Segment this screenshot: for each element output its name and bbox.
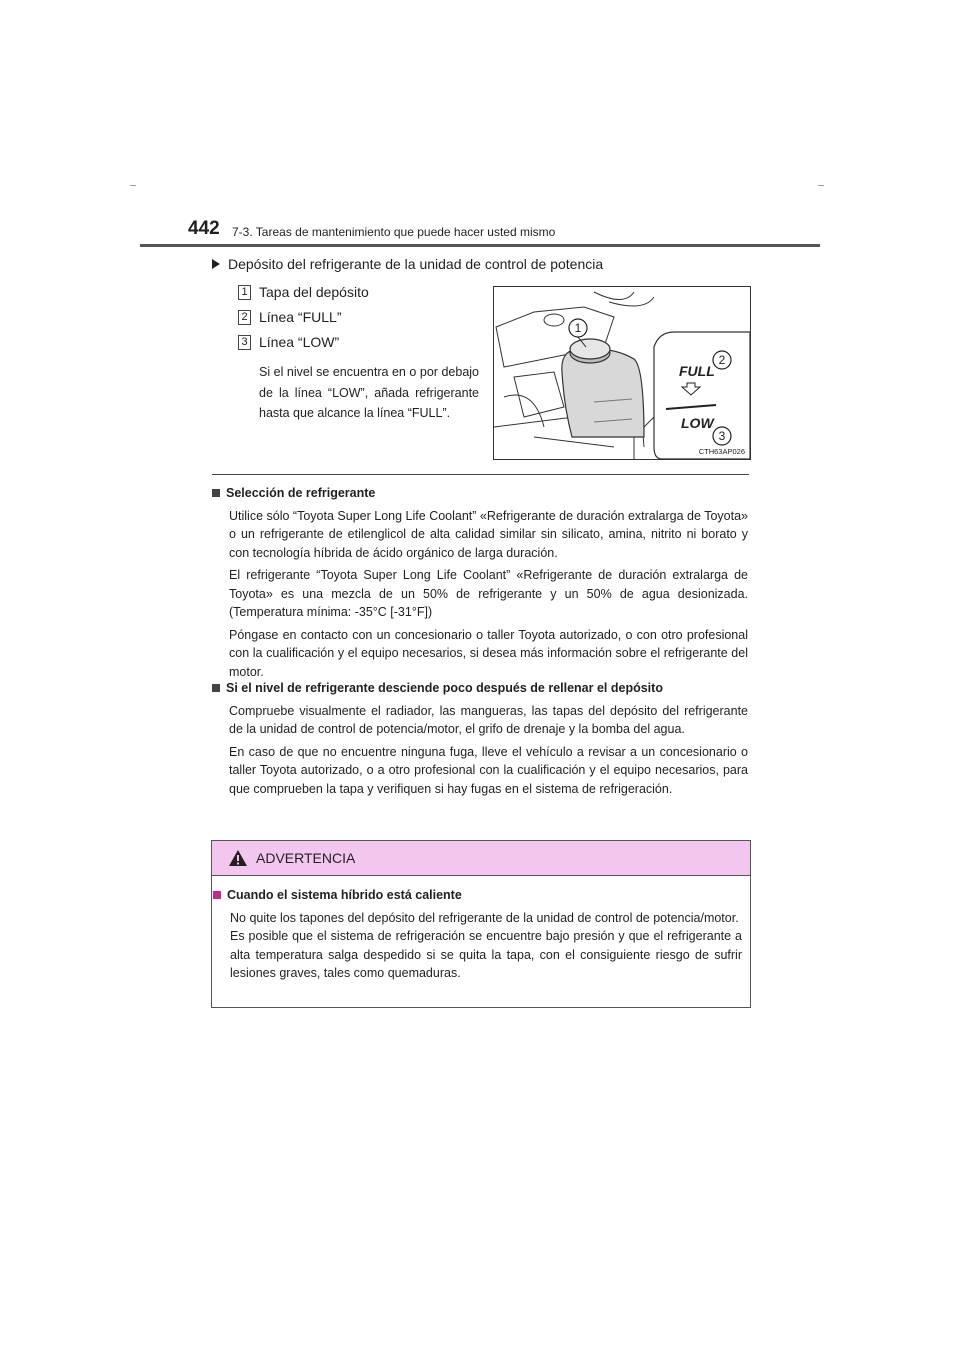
warning-title-text: Cuando el sistema híbrido está caliente [227,888,462,902]
warning-body [212,876,750,983]
coolant-drop-section [212,679,748,798]
engine-bay-drawing [494,287,750,459]
paragraph: Utilice sólo “Toyota Super Long Life Coolant” «Refrigerante de duración extralarga de Toyota» o un refrigerante de etilenglicol de alta calidad similar sin silicato, amina, nitrito ni borato y con tecnología híbrida de ácido orgánico de larga duración. [229,508,748,560]
paragraph: Póngase en contacto con un concesionario o taller Toyota autorizado, o con otro profesional con la cualificación y el equipo necesarios, si desea más información sobre el refrigerante del motor. [229,627,748,679]
chapter-title: 7-3. Tareas de mantenimiento que puede hacer usted mismo [232,225,556,239]
square-bullet-icon [212,684,220,692]
subsection-title: Si el nivel de refrigerante desciende poco después de rellenar el depósito [226,681,663,695]
section-title-text: Depósito del refrigerante de la unidad de control de potencia [228,256,604,272]
warning-title [212,886,742,905]
square-bullet-icon [213,891,221,899]
figure-full-label: FULL [679,363,715,379]
page-number: 442 [188,218,220,239]
warning-heading: ADVERTENCIA [256,850,356,866]
warning-line: Es posible que el sistema de refrigeración se encuentre bajo presión y que el refrigerante a alta temperatura salga despedido si se quita la tapa, con el consiguiente riesgo de sufrir lesiones graves, tales como quemaduras. [230,929,742,980]
triangle-bullet-icon [212,259,220,269]
crop-mark-right [818,185,824,186]
square-bullet-icon [212,489,220,497]
list-item-cap [238,284,369,300]
paragraph: Compruebe visualmente el radiador, las mangueras, las tapas del depósito del refrigerante de la unidad de control de potencia/motor, el grifo de drenaje y la bomba del agua. [229,703,748,736]
warning-box [211,840,751,1008]
callout-3: 3 [718,429,726,443]
subsection-title: Selección de refrigerante [226,486,376,500]
subsection-heading [212,484,748,503]
section-title [212,256,603,272]
warning-header [212,841,750,876]
paragraph: En caso de que no encuentre ninguna fuga, lleve el vehículo a revisar a un concesionario o taller Toyota autorizado, o a otro profesional con la cualificación y el equipo necesarios, para que comprueben la tapa y verifiquen si hay fugas en el sistema de refrigeración. [229,744,748,796]
coolant-selection-section [212,484,748,681]
callout-2: 2 [718,353,726,367]
item-number: 3 [238,335,251,350]
item-label: Línea “FULL” [259,309,342,325]
warning-line: No quite los tapones del depósito del refrigerante de la unidad de control de potencia/motor. [230,910,739,925]
figure-code: CTH63AP026 [698,447,745,456]
item-label: Línea “LOW” [259,334,340,350]
section-divider [212,474,749,475]
header-rule [140,244,820,247]
callout-1: 1 [574,321,582,335]
subsection-heading [212,679,748,698]
list-item-low [238,334,339,350]
item-number: 1 [238,285,251,300]
item-label: Tapa del depósito [259,284,369,300]
item-number: 2 [238,310,251,325]
list-item-full [238,309,341,325]
paragraph: El refrigerante “Toyota Super Long Life Coolant” «Refrigerante de duración extralarga de Toyota» es una mezcla de un 50% de refrigerante y un 50% de agua desionizada. (Temperatura mínima: -35°C [-31°F]) [229,568,748,619]
level-note: Si el nivel se encuentra en o por debajo de la línea “LOW”, añada refrigerante hasta que alcance la línea “FULL”. [259,365,479,420]
reservoir-illustration [493,286,751,460]
crop-mark-left [130,185,136,186]
figure-low-label: LOW [681,415,714,431]
warning-triangle-icon [228,849,248,867]
